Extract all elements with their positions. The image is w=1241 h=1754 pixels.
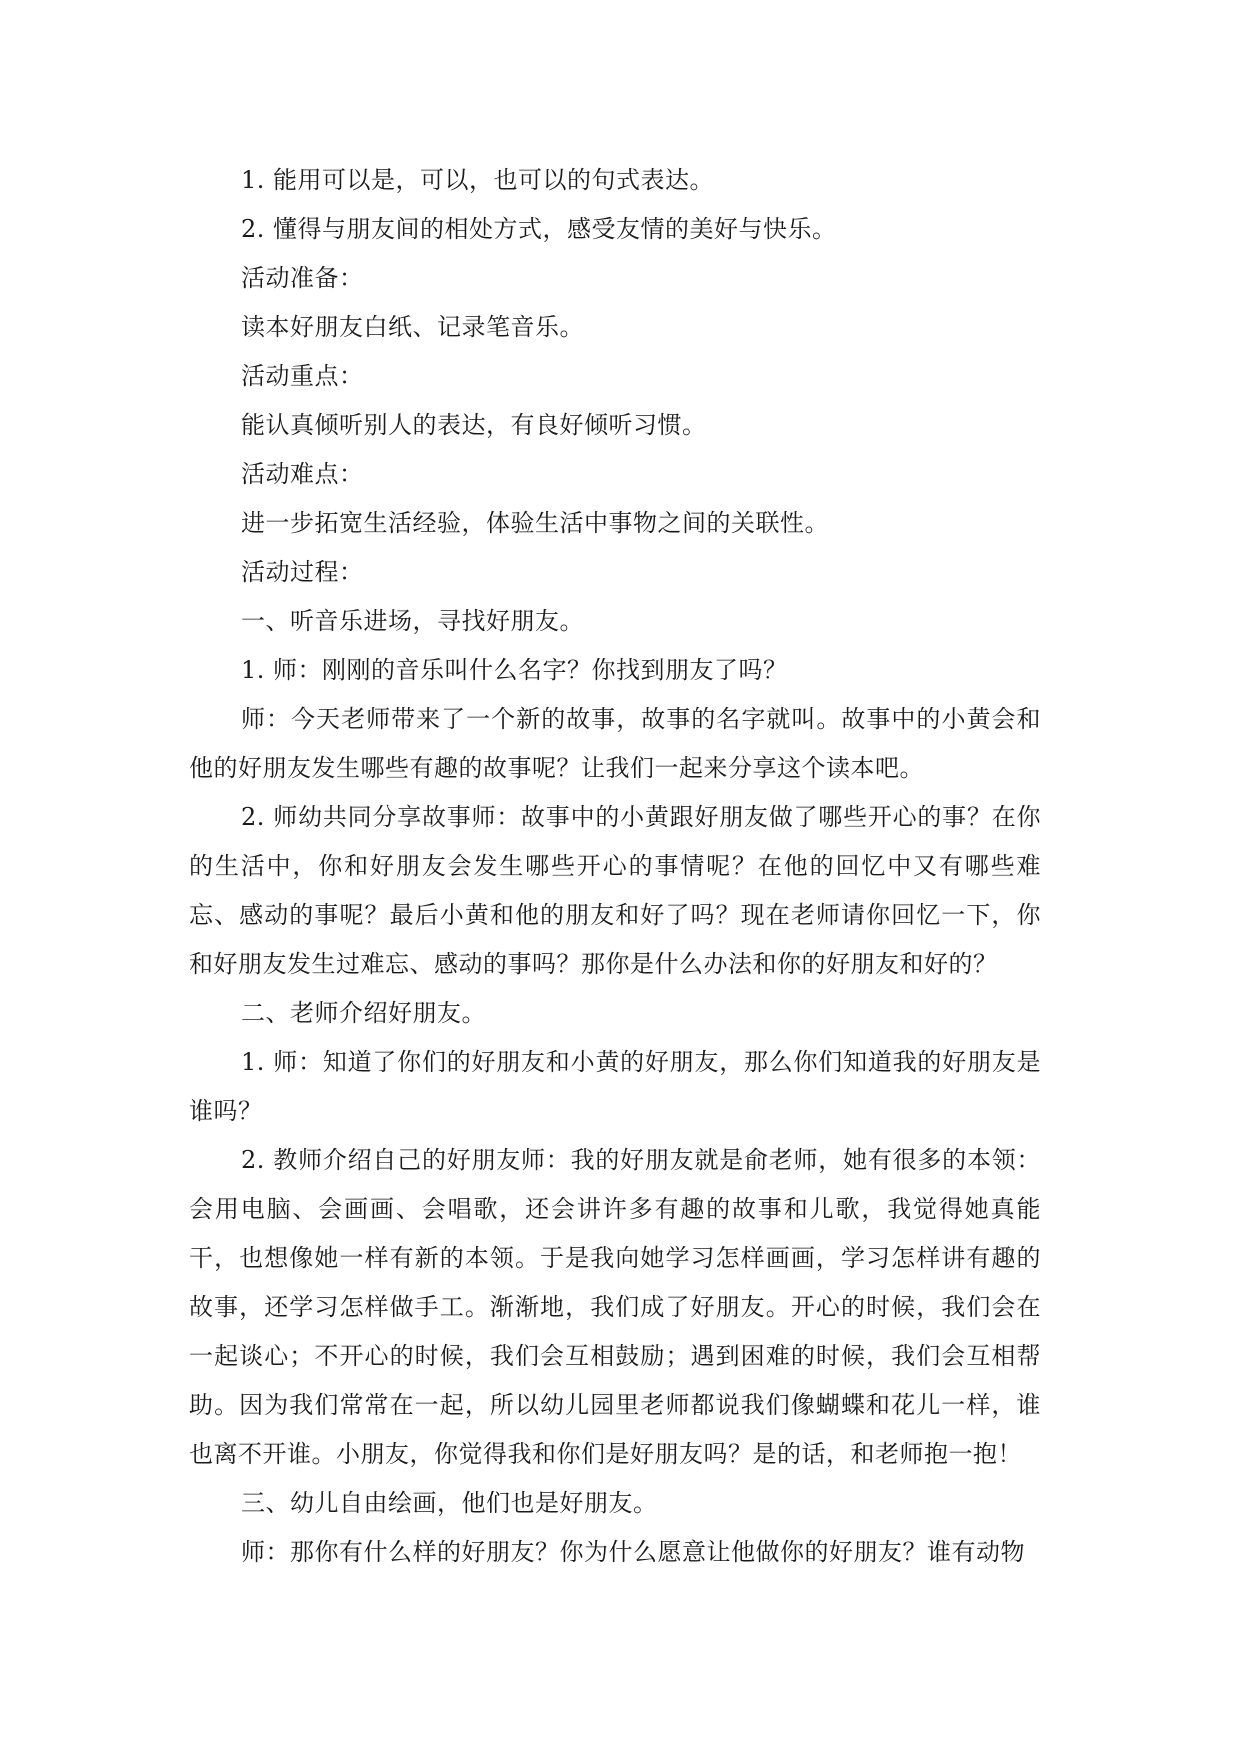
step-heading: 一、听音乐进场，寻找好朋友。 (241, 607, 584, 635)
section-heading: 活动准备： (241, 264, 364, 292)
paragraph: 2. 教师介绍自己的好朋友师：我的好朋友就是俞老师，她有很多的本领：会用电脑、会画画、会唱歌，还会讲许多有趣的故事和儿歌，我觉得她真能干，也想像她一样有新的本领。于是我向她学习怎样画画，学习怎样讲有趣的故事，还学习怎样做手工。渐渐地，我们成了好朋友。开心的时候，我们会在一起谈心；不开心的时候，我们会互相鼓励；遇到困难的时候，我们会互相帮助。因为我们常常在一起，所以幼儿园里老师都说我们像蝴蝶和花儿一样，谁也离不开谁。小朋友，你觉得我和你们是好朋友吗？是的话，和老师抱一抱！ (189, 1146, 1041, 1468)
paragraph: 1. 能用可以是，可以，也可以的句式表达。 (241, 166, 715, 194)
paragraph: 2. 师幼共同分享故事师：故事中的小黄跟好朋友做了哪些开心的事？在你的生活中，你和好朋友会发生哪些开心的事情呢？在他的回忆中又有哪些难忘、感动的事呢？最后小黄和他的朋友和好了吗？现在老师请你回忆一下，你和好朋友发生过难忘、感动的事吗？那你是什么办法和你的好朋友和好的？ (189, 803, 1041, 978)
section-heading: 活动过程： (241, 558, 364, 586)
section-heading: 活动重点： (241, 362, 364, 390)
paragraph: 师：那你有什么样的好朋友？你为什么愿意让他做你的好朋友？谁有动物 (241, 1538, 1025, 1566)
document-body (189, 156, 1041, 1577)
paragraph: 1. 师：知道了你们的好朋友和小黄的好朋友，那么你们知道我的好朋友是谁吗？ (189, 1048, 1041, 1125)
paragraph: 1. 师：刚刚的音乐叫什么名字？你找到朋友了吗？ (241, 656, 788, 684)
step-heading: 三、幼儿自由绘画，他们也是好朋友。 (241, 1489, 658, 1517)
paragraph: 进一步拓宽生活经验，体验生活中事物之间的关联性。 (241, 509, 829, 537)
section-heading: 活动难点： (241, 460, 364, 488)
paragraph: 能认真倾听别人的表达，有良好倾听习惯。 (241, 411, 707, 439)
paragraph: 师：今天老师带来了一个新的故事，故事的名字就叫。故事中的小黄会和他的好朋友发生哪些有趣的故事呢？让我们一起来分享这个读本吧。 (189, 705, 1041, 782)
paragraph: 读本好朋友白纸、记录笔音乐。 (241, 313, 584, 341)
paragraph: 2. 懂得与朋友间的相处方式，感受友情的美好与快乐。 (241, 215, 837, 243)
step-heading: 二、老师介绍好朋友。 (241, 999, 486, 1027)
